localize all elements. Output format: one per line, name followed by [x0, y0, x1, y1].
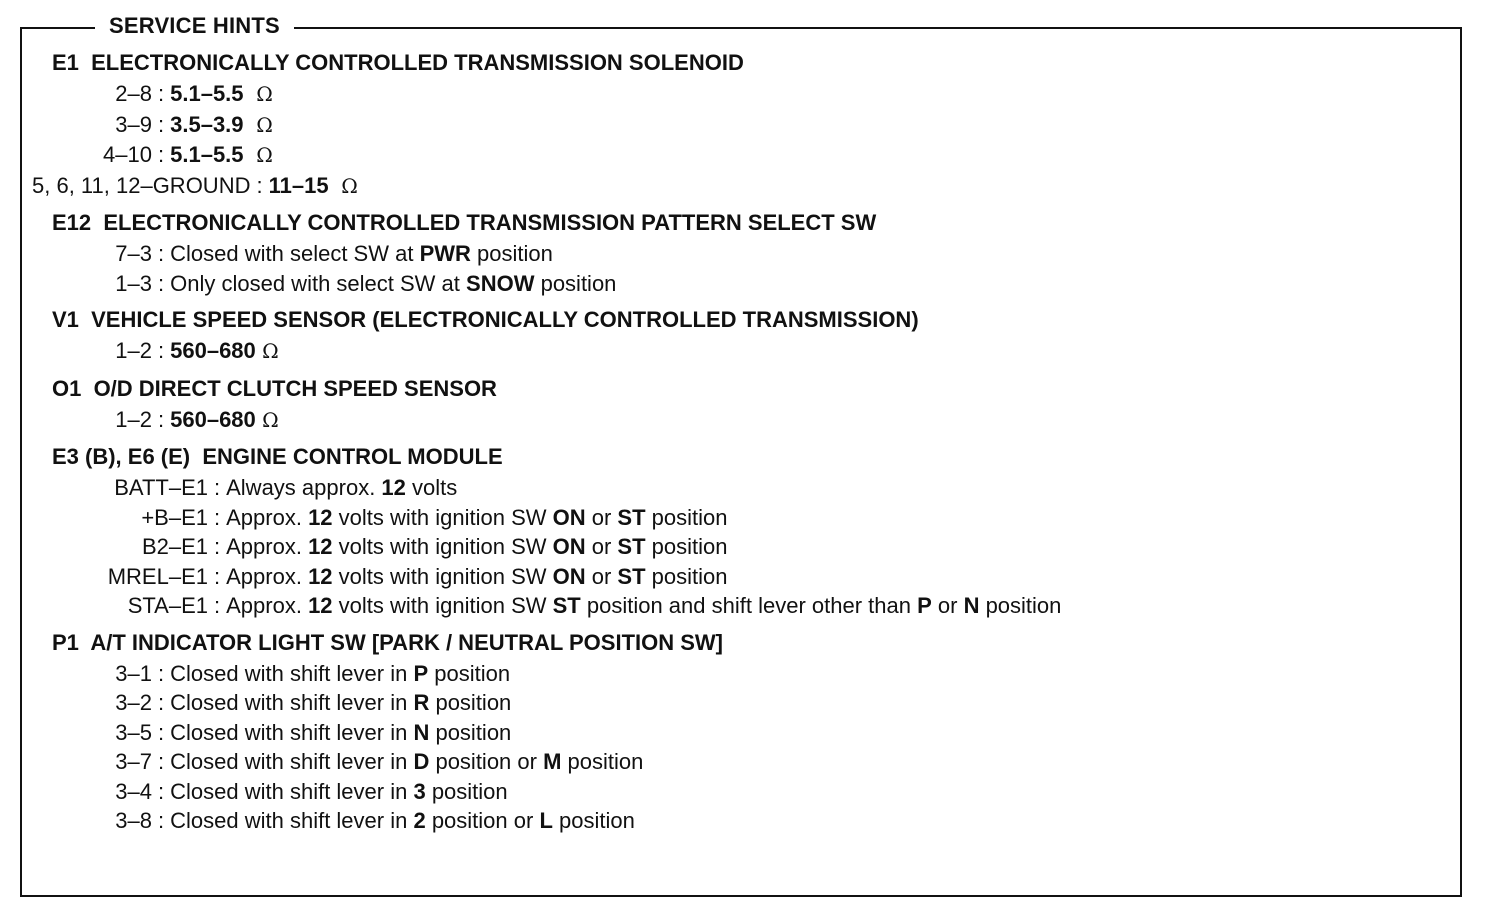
spec-emphasis: P [917, 593, 932, 618]
spec-emphasis: PWR [419, 241, 471, 266]
spec-text: volts with ignition SW [332, 534, 553, 559]
spec-emphasis: ON [552, 534, 586, 559]
spec-emphasis: 560–680 [170, 338, 256, 363]
spec-emphasis: 3 [413, 778, 426, 804]
spec-text: volts with ignition SW [332, 593, 553, 618]
spec-text: position or [425, 808, 540, 833]
spec-emphasis: R [413, 690, 430, 715]
spec-text: Only closed with select SW at [170, 270, 467, 296]
spec-emphasis: SNOW [466, 270, 535, 296]
spec-value [170, 269, 616, 299]
spec-value [170, 239, 553, 269]
terminal-pair: 7–3 [115, 241, 152, 266]
spec-row [52, 718, 1452, 748]
terminal-pair: 3–4 [115, 778, 152, 804]
terminal-pair: 5, 6, 11, 12–GROUND [32, 172, 251, 198]
spec-emphasis: ON [552, 504, 586, 530]
spec-text: position [645, 504, 728, 530]
spec-row [52, 110, 1452, 141]
hint-section [32, 47, 1452, 201]
section-heading: E1 ELECTRONICALLY CONTROLLED TRANSMISSION SOLENOID [52, 50, 744, 75]
spec-text: Approx. [226, 504, 309, 530]
spec-emphasis: ON [552, 563, 586, 589]
terminal-pair: MREL–E1 [107, 563, 208, 589]
spec-row [32, 171, 1452, 202]
spec-value [226, 562, 727, 592]
spec-value [170, 806, 635, 836]
spec-text: Approx. [226, 563, 309, 589]
spec-row [52, 79, 1452, 110]
terminal-pair: STA–E1 [127, 593, 208, 618]
colon-separator: : [158, 142, 165, 167]
terminal-pair: 1–2 [115, 338, 152, 363]
spec-value [269, 171, 358, 202]
colon-separator: : [256, 172, 263, 198]
terminal-pair: 1–3 [115, 270, 152, 296]
spec-emphasis: L [539, 808, 553, 833]
spec-value [170, 79, 273, 110]
colon-separator: : [214, 534, 221, 559]
spec-text: position [552, 808, 635, 833]
spec-text: position [645, 534, 728, 559]
spec-emphasis: D [413, 749, 430, 774]
spec-row [52, 140, 1452, 171]
spec-value [226, 532, 727, 562]
ohm-symbol: Ω [243, 143, 273, 167]
hint-section [52, 373, 1452, 436]
spec-emphasis: N [413, 719, 430, 745]
spec-text: position [428, 660, 511, 686]
colon-separator: : [158, 81, 165, 106]
section-heading: E3 (B), E6 (E) ENGINE CONTROL MODULE [52, 444, 503, 469]
spec-row [52, 473, 1452, 503]
spec-value [226, 503, 727, 533]
spec-emphasis: 12 [308, 563, 333, 589]
spec-text: position [429, 690, 512, 715]
spec-row [52, 532, 1452, 562]
spec-text: or [585, 563, 618, 589]
spec-row [52, 405, 1452, 436]
colon-separator: : [158, 406, 165, 432]
colon-separator: : [214, 504, 221, 530]
terminal-pair: 3–7 [115, 749, 152, 774]
spec-row [52, 747, 1452, 777]
terminal-pair: BATT–E1 [114, 475, 208, 500]
service-hints-title: SERVICE HINTS [95, 11, 294, 41]
colon-separator: : [214, 593, 221, 618]
terminal-pair: 3–2 [115, 690, 152, 715]
spec-text: position and shift lever other than [580, 593, 918, 618]
spec-row [52, 562, 1452, 592]
spec-emphasis: 5.1–5.5 [170, 142, 244, 167]
spec-text: Closed with shift lever in [170, 778, 414, 804]
hint-section [52, 627, 1452, 836]
spec-row [52, 336, 1452, 367]
spec-text: position [645, 563, 728, 589]
colon-separator: : [214, 475, 221, 500]
spec-text: position [425, 778, 508, 804]
spec-value [170, 336, 279, 367]
spec-text: position [979, 593, 1062, 618]
colon-separator: : [158, 660, 165, 686]
spec-text: position or [429, 749, 544, 774]
spec-text: Closed with shift lever in [170, 660, 414, 686]
spec-text: Closed with shift lever in [170, 690, 414, 715]
spec-value [226, 591, 1061, 621]
spec-value [170, 659, 510, 689]
spec-row [52, 688, 1452, 718]
ohm-symbol: Ω [243, 82, 273, 106]
spec-text: position [429, 719, 512, 745]
colon-separator: : [158, 111, 165, 137]
spec-value [170, 688, 511, 718]
spec-emphasis: M [543, 749, 562, 774]
spec-emphasis: 12 [381, 475, 406, 500]
colon-separator: : [214, 563, 221, 589]
spec-row [52, 503, 1452, 533]
spec-text: Approx. [226, 593, 309, 618]
section-heading: V1 VEHICLE SPEED SENSOR (ELECTRONICALLY CONTROLLED TRANSMISSION) [52, 307, 919, 332]
spec-text: position [470, 241, 553, 266]
section-heading: O1 O/D DIRECT CLUTCH SPEED SENSOR [52, 375, 497, 401]
spec-text: Closed with select SW at [170, 241, 420, 266]
spec-row [52, 659, 1452, 689]
spec-emphasis: ST [617, 534, 646, 559]
spec-row [52, 777, 1452, 807]
spec-emphasis: P [413, 660, 429, 686]
spec-text: Closed with shift lever in [170, 719, 414, 745]
spec-text: or [585, 504, 618, 530]
spec-text: or [585, 534, 618, 559]
service-hints-content [32, 47, 1452, 842]
section-heading: P1 A/T INDICATOR LIGHT SW [PARK / NEUTRAL POSITION SW] [52, 629, 723, 655]
spec-emphasis: ST [552, 593, 581, 618]
spec-row [52, 591, 1452, 621]
terminal-pair: 2–8 [115, 81, 152, 106]
spec-value [170, 140, 273, 171]
spec-row [52, 239, 1452, 269]
spec-row [52, 269, 1452, 299]
colon-separator: : [158, 778, 165, 804]
hint-section [52, 304, 1452, 367]
spec-text: volts [405, 475, 458, 500]
spec-emphasis: 12 [308, 534, 333, 559]
ohm-symbol: Ω [255, 339, 279, 363]
colon-separator: : [158, 749, 165, 774]
colon-separator: : [158, 808, 165, 833]
colon-separator: : [158, 719, 165, 745]
spec-text: Approx. [226, 534, 309, 559]
spec-value [170, 405, 279, 436]
spec-emphasis: 12 [308, 593, 333, 618]
colon-separator: : [158, 690, 165, 715]
spec-emphasis: 2 [413, 808, 426, 833]
section-heading: E12 ELECTRONICALLY CONTROLLED TRANSMISSION PATTERN SELECT SW [52, 210, 877, 235]
ohm-symbol: Ω [328, 173, 358, 198]
spec-value [170, 777, 508, 807]
spec-emphasis: 3.5–3.9 [170, 111, 244, 137]
terminal-pair: 4–10 [103, 142, 152, 167]
spec-text: Closed with shift lever in [170, 749, 414, 774]
spec-emphasis: ST [617, 563, 646, 589]
spec-emphasis: 11–15 [268, 172, 329, 198]
spec-emphasis: 12 [308, 504, 333, 530]
terminal-pair: 3–9 [115, 111, 152, 137]
spec-emphasis: ST [617, 504, 646, 530]
terminal-pair: 3–8 [115, 808, 152, 833]
spec-text: volts with ignition SW [332, 563, 553, 589]
spec-row [52, 806, 1452, 836]
spec-text: position [561, 749, 644, 774]
spec-text: position [534, 270, 617, 296]
spec-text: Always approx. [226, 475, 382, 500]
ohm-symbol: Ω [243, 112, 273, 137]
spec-text: Closed with shift lever in [170, 808, 414, 833]
spec-value [170, 110, 273, 141]
terminal-pair: 1–2 [115, 406, 152, 432]
colon-separator: : [158, 338, 165, 363]
terminal-pair: B2–E1 [141, 534, 208, 559]
spec-value [170, 747, 643, 777]
spec-emphasis: 5.1–5.5 [170, 81, 244, 106]
colon-separator: : [158, 270, 165, 296]
colon-separator: : [158, 241, 165, 266]
spec-text: volts with ignition SW [332, 504, 553, 530]
spec-value [226, 473, 457, 503]
terminal-pair: +B–E1 [141, 504, 208, 530]
spec-emphasis: 560–680 [170, 406, 256, 432]
spec-value [170, 718, 511, 748]
spec-emphasis: N [963, 593, 980, 618]
hint-section [52, 207, 1452, 298]
terminal-pair: 3–5 [115, 719, 152, 745]
spec-text: or [931, 593, 964, 618]
hint-section [52, 441, 1452, 621]
terminal-pair: 3–1 [115, 660, 152, 686]
ohm-symbol: Ω [255, 407, 279, 432]
